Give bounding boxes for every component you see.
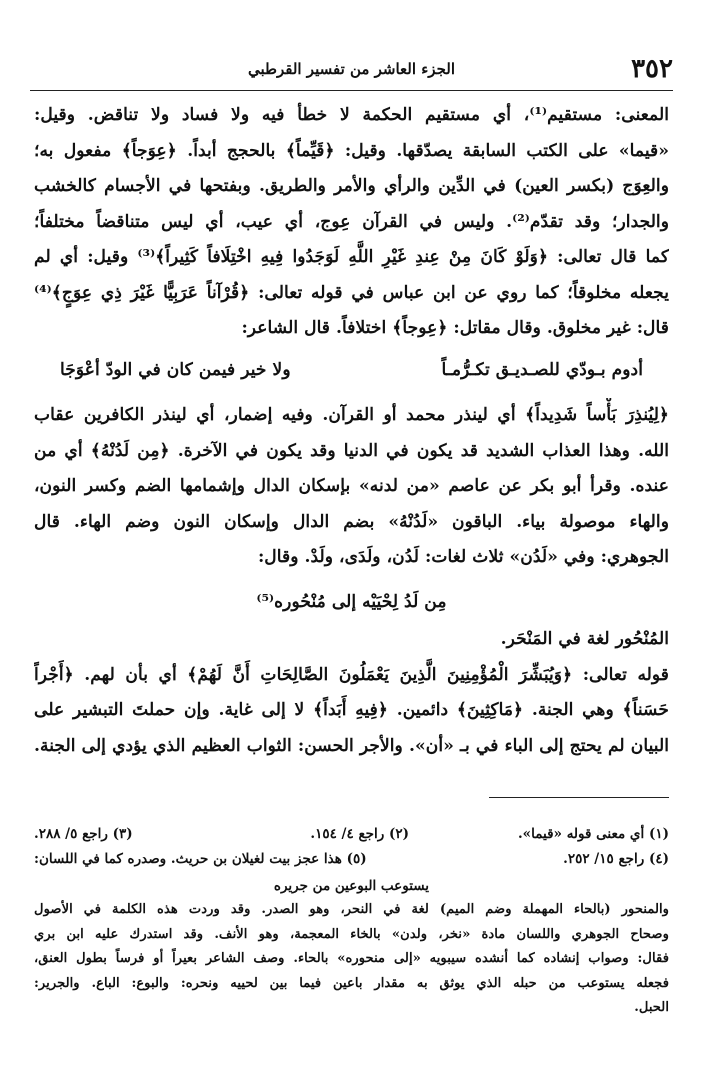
page-header bbox=[30, 50, 673, 90]
text-line: المُنْحُور لغة في المَنْحَر. bbox=[500, 629, 669, 649]
footnote-line: الحبل. bbox=[634, 1000, 669, 1015]
footnote-line: والمنحور (بالحاء المهملة وضم الميم) لغة في النحر، وهو الصدر. وقد وردت هذه الكلمة في الأصول bbox=[34, 902, 669, 917]
text-line: الجوهري: وفي «لَدُن» ثلاث لغات: لَدُن، ولَدَى، ولَدْ. وقال: bbox=[257, 547, 669, 567]
text-line: قوله تعالى: ﴿وَيُبَشِّرَ الْمُؤْمِنِينَ الَّذِينَ يَعْمَلُونَ الصَّالِحَاتِ أَنَّ لَهُمْ﴾ أي بأن لهم. ﴿أَجْراً bbox=[34, 664, 669, 685]
text-line: يجعله مخلوقاً؛ كما روي عن ابن عباس في قوله تعالى: ﴿قُرْآناً عَرَبِيًّا غَيْرَ ذِي عِوَجٍ﴾⁽⁴⁾ bbox=[34, 282, 669, 303]
footnote-row-2 bbox=[34, 845, 669, 873]
footnote-line: فجعله يستوعب من حبله الذي يوثق به مقدار باعين فيما بين لحييه ونحره: والبوع: الباع. والجرير: bbox=[34, 975, 669, 991]
body-paragraph-2 bbox=[34, 398, 669, 576]
footnote-line: وصحاح الجوهري واللسان مادة «نخر، ولدن» بالخاء المعجمة، وهو الأنف. وقد استدرك عليه ابن بري bbox=[34, 926, 669, 942]
header-rule bbox=[30, 90, 673, 91]
poem-verse-2: مِن لَدُ لِحْيَيْه إلى مُنْحُوره⁽⁵⁾ bbox=[256, 592, 447, 612]
text-line: والهاء موصولة بياء. الباقون «لَدُنْهُ» بضم الدال وإسكان النون وضم الهاء. قال bbox=[34, 511, 669, 532]
text-line: ﴿لِيُنذِرَ بَأْساً شَدِيداً﴾ أي لينذر محمد أو القرآن. وفيه إضمار، أي لينذر الكافرين عقاب bbox=[34, 405, 669, 425]
text-line: حَسَناً﴾ وهي الجنة. ﴿مَاكِثِينَ﴾ دائمين. ﴿فِيهِ أَبَداً﴾ لا إلى غاية. وإن حملتَ التبشير على bbox=[34, 700, 669, 720]
footnote-commentary bbox=[34, 898, 669, 1021]
page-number: ٣٥٢ bbox=[631, 54, 673, 84]
text-line: «قيما» على الكتب السابقة يصدّقها. وقيل: ﴿قَيِّماً﴾ بالحجج أبداً. ﴿عِوَجاً﴾ مفعول به؛ bbox=[34, 140, 669, 161]
text-line: والجدار؛ وقد تقدّم⁽²⁾. وليس في القرآن عِوج، أي عيب، أي ليس متناقضاً مختلفاً؛ bbox=[34, 211, 669, 232]
footnote-verse: يستوعب البوعين من جريره bbox=[273, 878, 430, 894]
text-line: الله. وهذا العذاب الشديد قد يكون في الدنيا وقد يكون في الآخرة. ﴿مِن لَدُنْهُ﴾ أي من bbox=[34, 440, 669, 461]
footnote-line: فقال: وصواب إنشاده كما أنشده سيبويه «إلى منحوره» بالحاء. وصف الشاعر بعيراً أو فرساً بطول العنق، bbox=[34, 951, 669, 966]
text-line: والعِوَج (بكسر العين) في الدِّين والرأي والأمر والطريق. وبفتحها في الأجسام كالخشب bbox=[34, 176, 669, 196]
footnote-row-1 bbox=[34, 820, 669, 848]
running-title: الجزء العاشر من تفسير القرطبي bbox=[248, 60, 455, 78]
footnote-1: (١) أي معنى قوله «قيما». bbox=[517, 826, 669, 842]
text-line: المعنى: مستقيم⁽¹⁾، أي مستقيم الحكمة لا خطأ فيه ولا فساد ولا تناقض. وقيل: bbox=[34, 105, 669, 125]
text-line: عنده. وقرأ أبو بكر عن عاصم «من لدنه» بإسكان الدال وإشمامها الضم وكسر النون، bbox=[34, 476, 669, 496]
footnote-4: (٤) راجع ١٥/ ٢٥٢. bbox=[563, 851, 669, 867]
body-paragraph-1 bbox=[34, 98, 669, 347]
verse-hemistich-second: ولا خير فيمن كان في الودّ أعْوَجَا bbox=[60, 360, 291, 380]
text-line: قال: غير مخلوق. وقال مقاتل: ﴿عِوجاً﴾ اختلافاً. قال الشاعر: bbox=[241, 318, 669, 338]
text-line: كما قال تعالى: ﴿وَلَوْ كَانَ مِنْ عِندِ غَيْرِ اللَّهِ لَوَجَدُوا فِيهِ اخْتِلَافاً كَثِيراً﴾⁽³⁾ وقيل: أي لم bbox=[34, 247, 669, 267]
poem-verse-1 bbox=[60, 353, 643, 387]
footnote-5: (٥) هذا عجز بيت لغيلان بن حريث. وصدره كما في اللسان: bbox=[34, 851, 367, 867]
footnote-rule bbox=[489, 797, 669, 798]
footnote-3: (٣) راجع ٥/ ٢٨٨. bbox=[34, 826, 133, 842]
verse-hemistich-first: أدوم بـودّي للصـديـق تكـرُّمـاً bbox=[441, 360, 643, 380]
body-paragraph-3 bbox=[34, 622, 669, 764]
footnote-2: (٢) راجع ٤/ ١٥٤. bbox=[310, 826, 409, 842]
text-line: البيان لم يحتج إلى الباء في بـ «أن». والأجر الحسن: الثواب العظيم الذي يؤدي إلى الجنة. bbox=[34, 735, 669, 756]
